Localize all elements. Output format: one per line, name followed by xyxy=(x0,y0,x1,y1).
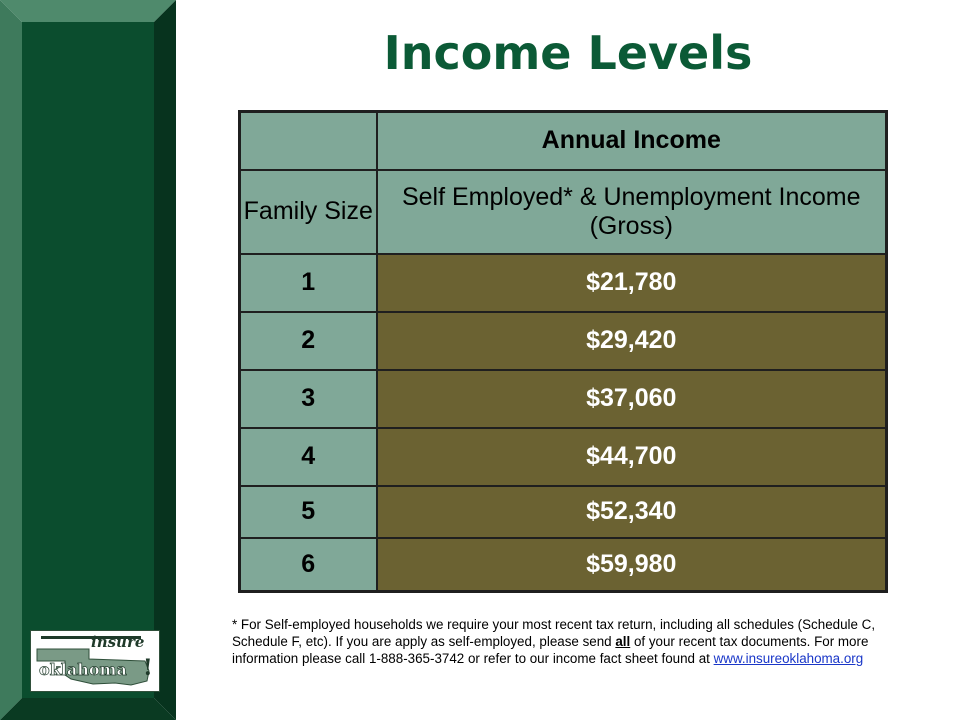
income-cell: $29,420 xyxy=(377,312,887,370)
table-row xyxy=(240,370,887,428)
svg-text:!: ! xyxy=(143,655,153,681)
header-annual-income: Annual Income xyxy=(377,112,887,170)
family-size-cell: 4 xyxy=(240,428,377,486)
header-income-type: Self Employed* & Unemployment Income (Gross) xyxy=(377,170,887,254)
family-size-cell: 3 xyxy=(240,370,377,428)
footnote-emphasis: all xyxy=(615,634,631,649)
oklahoma-state-shape-icon xyxy=(31,631,159,691)
header-empty-cell xyxy=(240,112,377,170)
family-size-cell: 2 xyxy=(240,312,377,370)
income-cell: $52,340 xyxy=(377,486,887,538)
family-size-cell: 1 xyxy=(240,254,377,312)
table-row xyxy=(240,486,887,538)
website-link[interactable]: www.insureoklahoma.org xyxy=(713,651,864,666)
footnote xyxy=(232,616,892,667)
table-subheader-row xyxy=(240,170,887,254)
income-cell: $37,060 xyxy=(377,370,887,428)
side-frame xyxy=(0,0,176,720)
table-row xyxy=(240,538,887,592)
family-size-cell: 6 xyxy=(240,538,377,592)
page-title: Income Levels xyxy=(383,26,753,80)
income-cell: $59,980 xyxy=(377,538,887,592)
income-cell: $21,780 xyxy=(377,254,887,312)
table-row xyxy=(240,312,887,370)
table-row xyxy=(240,428,887,486)
footnote-text: * For Self-employed households we require your most recent tax return, including all schedules (Schedule C, Schedule F, etc). If you are apply as self-employed, please send xyxy=(232,617,876,649)
family-size-cell: 5 xyxy=(240,486,377,538)
income-levels-table xyxy=(238,110,888,593)
insure-oklahoma-logo xyxy=(30,630,160,692)
table-row xyxy=(240,254,887,312)
svg-text:insure: insure xyxy=(91,633,145,651)
table-header-row xyxy=(240,112,887,170)
income-cell: $44,700 xyxy=(377,428,887,486)
footnote-text-continued: of your recent tax documents. For more information please call 1-888-365-3742 or refer to our income fact sheet found at xyxy=(232,634,869,666)
header-family-size: Family Size xyxy=(240,170,377,254)
svg-text:oklahoma: oklahoma xyxy=(39,660,127,679)
